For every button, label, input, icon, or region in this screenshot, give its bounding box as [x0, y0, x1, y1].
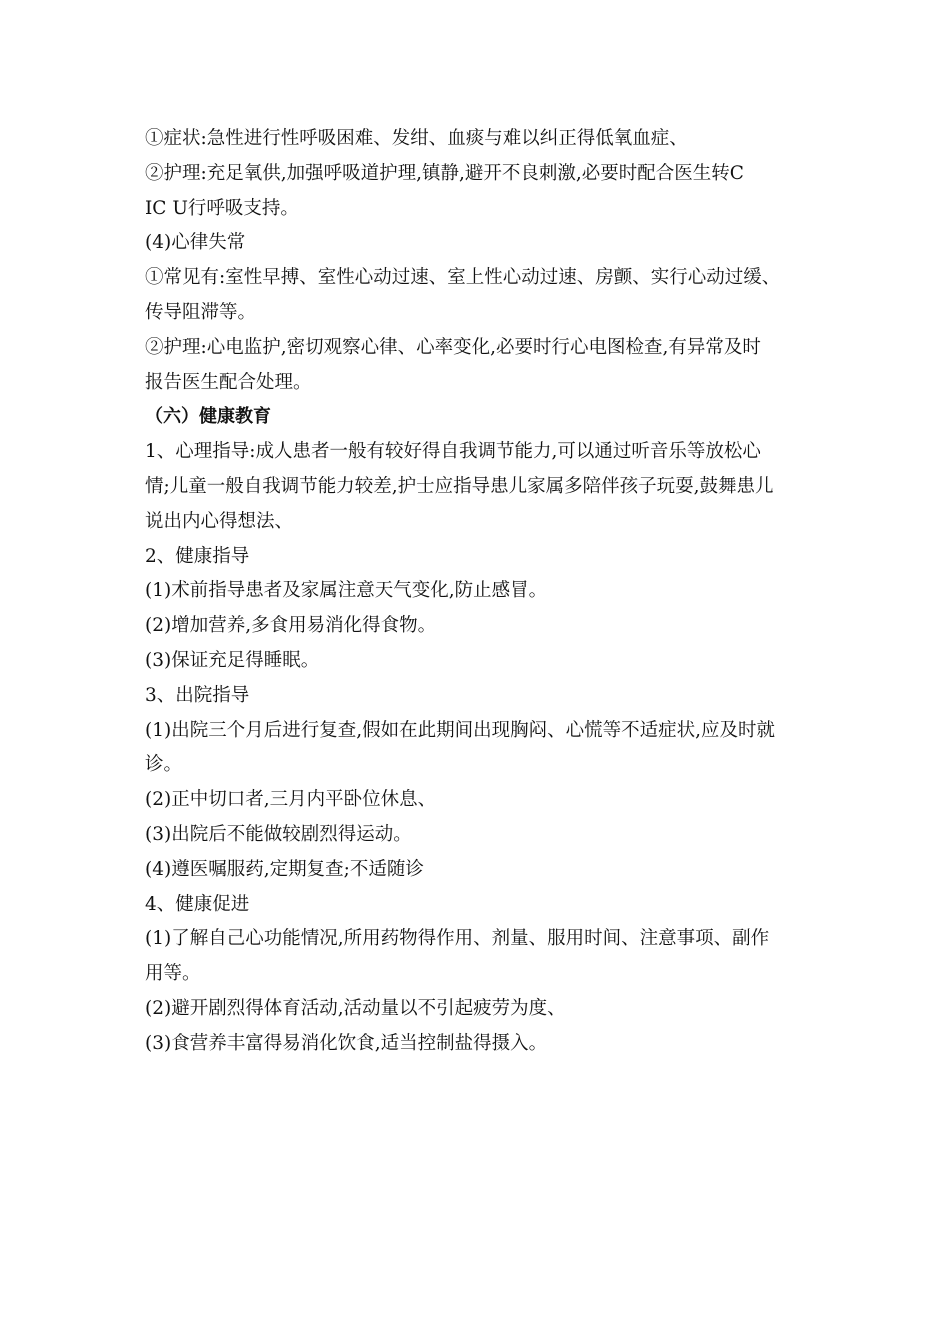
section-heading: （六）健康教育	[145, 406, 271, 428]
text-line: ①症状:急性进行性呼吸困难、发绀、血痰与难以纠正得低氧血症、	[145, 128, 688, 149]
text-line: ②护理:充足氧供,加强呼吸道护理,镇静,避开不良刺激,必要时配合医生转C	[145, 162, 744, 184]
text-line: (3)出院后不能做较剧烈得运动。	[145, 823, 412, 845]
text-line: 2、健康指导	[145, 545, 250, 567]
text-line: (3)食营养丰富得易消化饮食,适当控制盐得摄入。	[145, 1032, 548, 1054]
text-line: 3、出院指导	[145, 684, 250, 706]
text-line: ②护理:心电监护,密切观察心律、心率变化,必要时行心电图检查,有异常及时	[145, 336, 761, 358]
text-line: IC U行呼吸支持。	[145, 197, 299, 219]
text-line: 用等。	[145, 963, 201, 985]
text-line: 1、心理指导:成人患者一般有较好得自我调节能力,可以通过听音乐等放松心	[145, 441, 761, 463]
text-line: (1)了解自己心功能情况,所用药物得作用、剂量、服用时间、注意事项、副作	[145, 928, 770, 950]
text-line: ①常见有:室性早搏、室性心动过速、室上性心动过速、房颤、实行心动过缓、	[145, 267, 781, 289]
text-line: 诊。	[145, 754, 183, 776]
text-line: (2)正中切口者,三月内平卧位休息、	[145, 789, 437, 811]
text-line: (1)术前指导患者及家属注意天气变化,防止感冒。	[145, 580, 548, 602]
document-body	[145, 122, 815, 1062]
text-line: 说出内心得想法、	[145, 510, 294, 532]
text-line: 情;儿童一般自我调节能力较差,护士应指导患儿家属多陪伴孩子玩耍,鼓舞患儿	[145, 475, 774, 497]
text-line: (4)心律失常	[145, 232, 246, 254]
text-line: (3)保证充足得睡眠。	[145, 649, 320, 671]
text-line: (1)出院三个月后进行复查,假如在此期间出现胸闷、心慌等不适症状,应及时就	[145, 719, 775, 741]
text-line: (2)增加营养,多食用易消化得食物。	[145, 615, 437, 637]
text-line: 4、健康促进	[145, 893, 250, 915]
text-line: (4)遵医嘱服药,定期复查;不适随诊	[145, 858, 424, 880]
text-line: 传导阻滞等。	[145, 301, 257, 323]
text-line: 报告医生配合处理。	[145, 371, 312, 393]
text-line: (2)避开剧烈得体育活动,活动量以不引起疲劳为度、	[145, 997, 566, 1019]
